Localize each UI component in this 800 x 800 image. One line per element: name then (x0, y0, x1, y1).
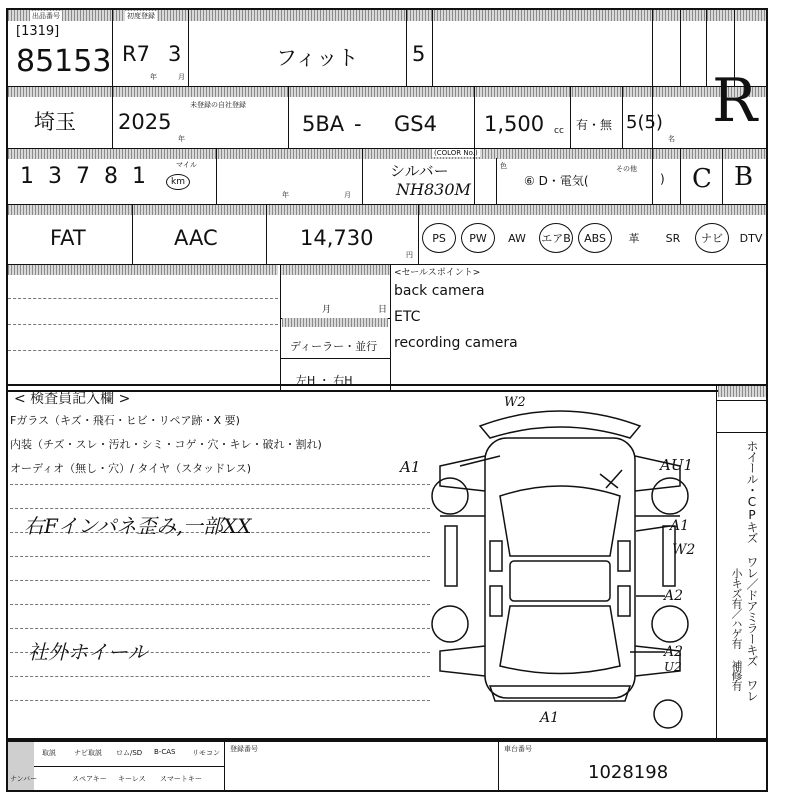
displacement: 1,500 (484, 112, 545, 136)
chassis-label: 車台番号 (504, 745, 532, 753)
seat-count: 5(5) (626, 112, 663, 133)
diagram-mark-a1-left: A1 (400, 458, 421, 476)
dealer-label: ディーラー・並行 (290, 340, 378, 353)
footer-row-1 (36, 742, 222, 764)
aircon-type: AAC (174, 226, 218, 250)
seat-unit: 名 (668, 135, 675, 143)
color-name: シルバー (390, 162, 449, 180)
handwritten-note-1: 右Fインパネ歪み,一部XX (24, 514, 252, 538)
equipment-item-7: ナビ (695, 223, 729, 253)
grade-mark: R (712, 66, 758, 136)
reg-number-label: 登録番号 (230, 745, 258, 753)
yen-unit: 円 (406, 251, 413, 259)
reg-year-unit: 年 (150, 73, 157, 81)
reg-month-unit: 月 (178, 73, 185, 81)
month-unit: 月 (322, 305, 332, 315)
equipment-item-0: PS (422, 223, 456, 253)
handle-label: 左H ・ 右H (296, 374, 353, 387)
handwritten-note-2: 社外ホイール (28, 640, 148, 664)
header-strip-row5-mid (280, 264, 390, 275)
first-reg-label: 初度登録 (127, 12, 155, 20)
cc-unit: cc (554, 126, 564, 136)
equipment-item-6: SR (665, 231, 681, 245)
equipment-item-2: AW (508, 231, 526, 245)
model-year: 2025 (118, 110, 172, 134)
diagram-mark-u2: U2 (664, 660, 682, 674)
equipment-item-4: ABS (578, 223, 612, 253)
exterior-grade: B (734, 162, 754, 192)
equipment-item-8: DTV (739, 231, 763, 245)
equipment-item-5: 革 (628, 232, 640, 245)
diagram-mark-au1: AU1 (660, 456, 694, 474)
diagram-mark-w2-top: W2 (504, 395, 526, 410)
diagram-mark-a2-lower: A2 (664, 644, 684, 660)
diagram-mark-w2-right: W2 (672, 542, 696, 558)
color-code: NH830M (396, 180, 471, 199)
model-year-unit: 年 (178, 135, 185, 143)
inspector-title: < 検査員記入欄 > (14, 391, 131, 407)
sales-points-header: <セールスポイント> (394, 268, 481, 278)
footer-col-remote: リモコン (192, 749, 220, 757)
mfg-month-unit: 月 (344, 191, 351, 199)
sales-point-3: recording camera (394, 335, 518, 351)
model-name: フィット (276, 46, 359, 70)
mileage: 13781 (20, 164, 160, 189)
other-close: ) (660, 172, 665, 186)
model-dash: - (354, 112, 362, 136)
mfg-year-unit: 年 (282, 191, 289, 199)
diagram-mark-a1-right: A1 (670, 518, 690, 534)
gear-options: ⑥ D・電気( (524, 174, 589, 188)
other-label: その他 (616, 165, 637, 173)
footer-col-manual: 取説 (42, 749, 56, 757)
day-unit: 日 (378, 305, 388, 315)
sales-point-2: ETC (394, 309, 421, 325)
car-damage-diagram (400, 396, 710, 736)
footer-col-keyless: キーレス (118, 775, 146, 783)
lot-number: 85153 (16, 44, 112, 79)
footer-col-bcas: B-CAS (154, 748, 176, 756)
side-note: ホイール・CPキズ ワレ／ドアミラーキズ ワレ (745, 440, 759, 701)
transmission: FAT (50, 226, 86, 250)
equipment-item-1: PW (461, 223, 495, 253)
sheet-top-frame (6, 8, 768, 392)
reg-note: 未登録の自社登録 (190, 101, 246, 109)
interior-line: 内装（チズ・スレ・汚れ・シミ・コゲ・穴・キレ・破れ・割れ) (10, 438, 322, 451)
diagram-mark-a2-upper: A2 (664, 588, 684, 604)
footer-col-smart-key: スマートキー (160, 775, 202, 783)
door-count: 5 (412, 42, 426, 66)
audio-tire-line: オーディオ（無し・穴）/ タイヤ（スタッドレス) (10, 462, 252, 475)
footer-col-rom: ロム/SD (116, 749, 143, 757)
side-note-2: 小キズ有／ハゲ有 補修有 (730, 568, 743, 690)
km-label: km (166, 174, 190, 190)
model-code: 5BA (302, 112, 345, 136)
aircon-label: 有・無 (576, 118, 613, 132)
reg-month: 3 (168, 42, 182, 66)
color-mark: 色 (500, 162, 507, 170)
footer-col-plate: ナンバー (10, 775, 38, 783)
sales-point-1: back camera (394, 283, 485, 299)
interior-grade: C (692, 164, 712, 194)
lot-label: 出品番号 (32, 12, 60, 20)
color-no-label: (COLOR No.) (434, 149, 478, 157)
model-suffix: GS4 (394, 112, 437, 136)
region: 埼玉 (34, 110, 76, 134)
reg-era: R7 (122, 42, 150, 66)
footer-col-spare-key: スペアキー (72, 775, 107, 783)
header-strip-row5-left (8, 264, 278, 275)
diagram-mark-a1-bottom: A1 (540, 710, 560, 726)
header-strip-row4 (8, 204, 766, 215)
chassis-number: 1028198 (588, 762, 669, 783)
mile-label: マイル (176, 161, 197, 169)
glass-line: Fガラス（キズ・飛石・ヒビ・リペア跡・X 要) (10, 414, 240, 427)
lot-code: [1319] (16, 24, 60, 39)
footer-row-2 (8, 768, 224, 790)
footer-col-nav-manual: ナビ取説 (74, 749, 102, 757)
equipment-row (422, 220, 768, 256)
equipment-item-3: エアB (539, 223, 573, 253)
recycle-fee: 14,730 (300, 226, 374, 250)
